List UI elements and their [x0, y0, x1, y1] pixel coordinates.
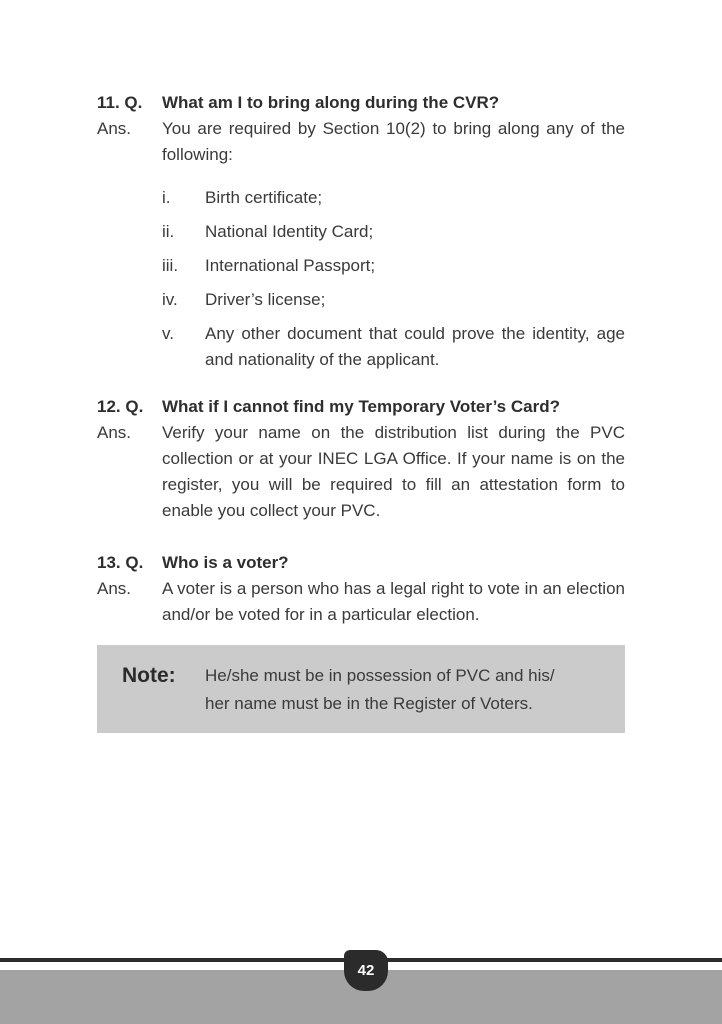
- question-text: What if I cannot find my Temporary Voter’s Card?: [162, 397, 560, 416]
- note-line: He/she must be in possession of PVC and his/: [205, 666, 555, 685]
- question-row: [97, 394, 625, 420]
- list-item-text: National Identity Card;: [205, 222, 374, 241]
- answer-text: You are required by Section 10(2) to bring along any of the following:: [162, 119, 625, 164]
- list-item-text: International Passport;: [205, 256, 376, 275]
- question-number: 11. Q.: [97, 93, 143, 112]
- document-list: [162, 185, 625, 373]
- qa-item-11: [97, 90, 625, 373]
- question-row: [97, 550, 625, 576]
- question-number: 13. Q.: [97, 553, 144, 572]
- list-item-text: Any other document that could prove the identity, age and nationality of the applicant.: [205, 324, 625, 369]
- question-text: Who is a voter?: [162, 553, 289, 572]
- question-text: What am I to bring along during the CVR?: [162, 93, 500, 112]
- answer-text: Verify your name on the distribution list during the PVC collection or at your INEC LGA Office. If your name is on the register, you will be required to fill an attestation form to enable you collect your PVC.: [162, 423, 625, 520]
- list-marker: iii.: [162, 256, 179, 275]
- list-item: [162, 321, 625, 373]
- qa-item-13: [97, 550, 625, 628]
- note-line: her name must be in the Register of Voters.: [205, 694, 533, 713]
- answer-label: Ans.: [97, 579, 132, 598]
- list-item: [162, 219, 625, 245]
- list-marker: i.: [162, 188, 171, 207]
- answer-row: [97, 420, 625, 524]
- qa-item-12: [97, 394, 625, 524]
- page-content: [97, 90, 625, 733]
- list-item: [162, 253, 625, 279]
- list-item-text: Birth certificate;: [205, 188, 323, 207]
- answer-label: Ans.: [97, 119, 132, 138]
- question-row: [97, 90, 625, 116]
- list-marker: v.: [162, 324, 174, 343]
- note-label: Note:: [122, 664, 176, 687]
- list-marker: iv.: [162, 290, 178, 309]
- answer-label: Ans.: [97, 423, 132, 442]
- list-marker: ii.: [162, 222, 175, 241]
- list-item-text: Driver’s license;: [205, 290, 326, 309]
- note-text: [205, 662, 615, 718]
- question-number: 12. Q.: [97, 397, 144, 416]
- answer-row: [97, 116, 625, 168]
- page-number: 42: [357, 962, 375, 979]
- note-box: [97, 645, 625, 733]
- page-number-badge: [344, 950, 388, 991]
- answer-row: [97, 576, 625, 628]
- answer-text: A voter is a person who has a legal right to vote in an election and/or be voted for in a particular election.: [162, 579, 625, 624]
- list-item: [162, 185, 625, 211]
- list-item: [162, 287, 625, 313]
